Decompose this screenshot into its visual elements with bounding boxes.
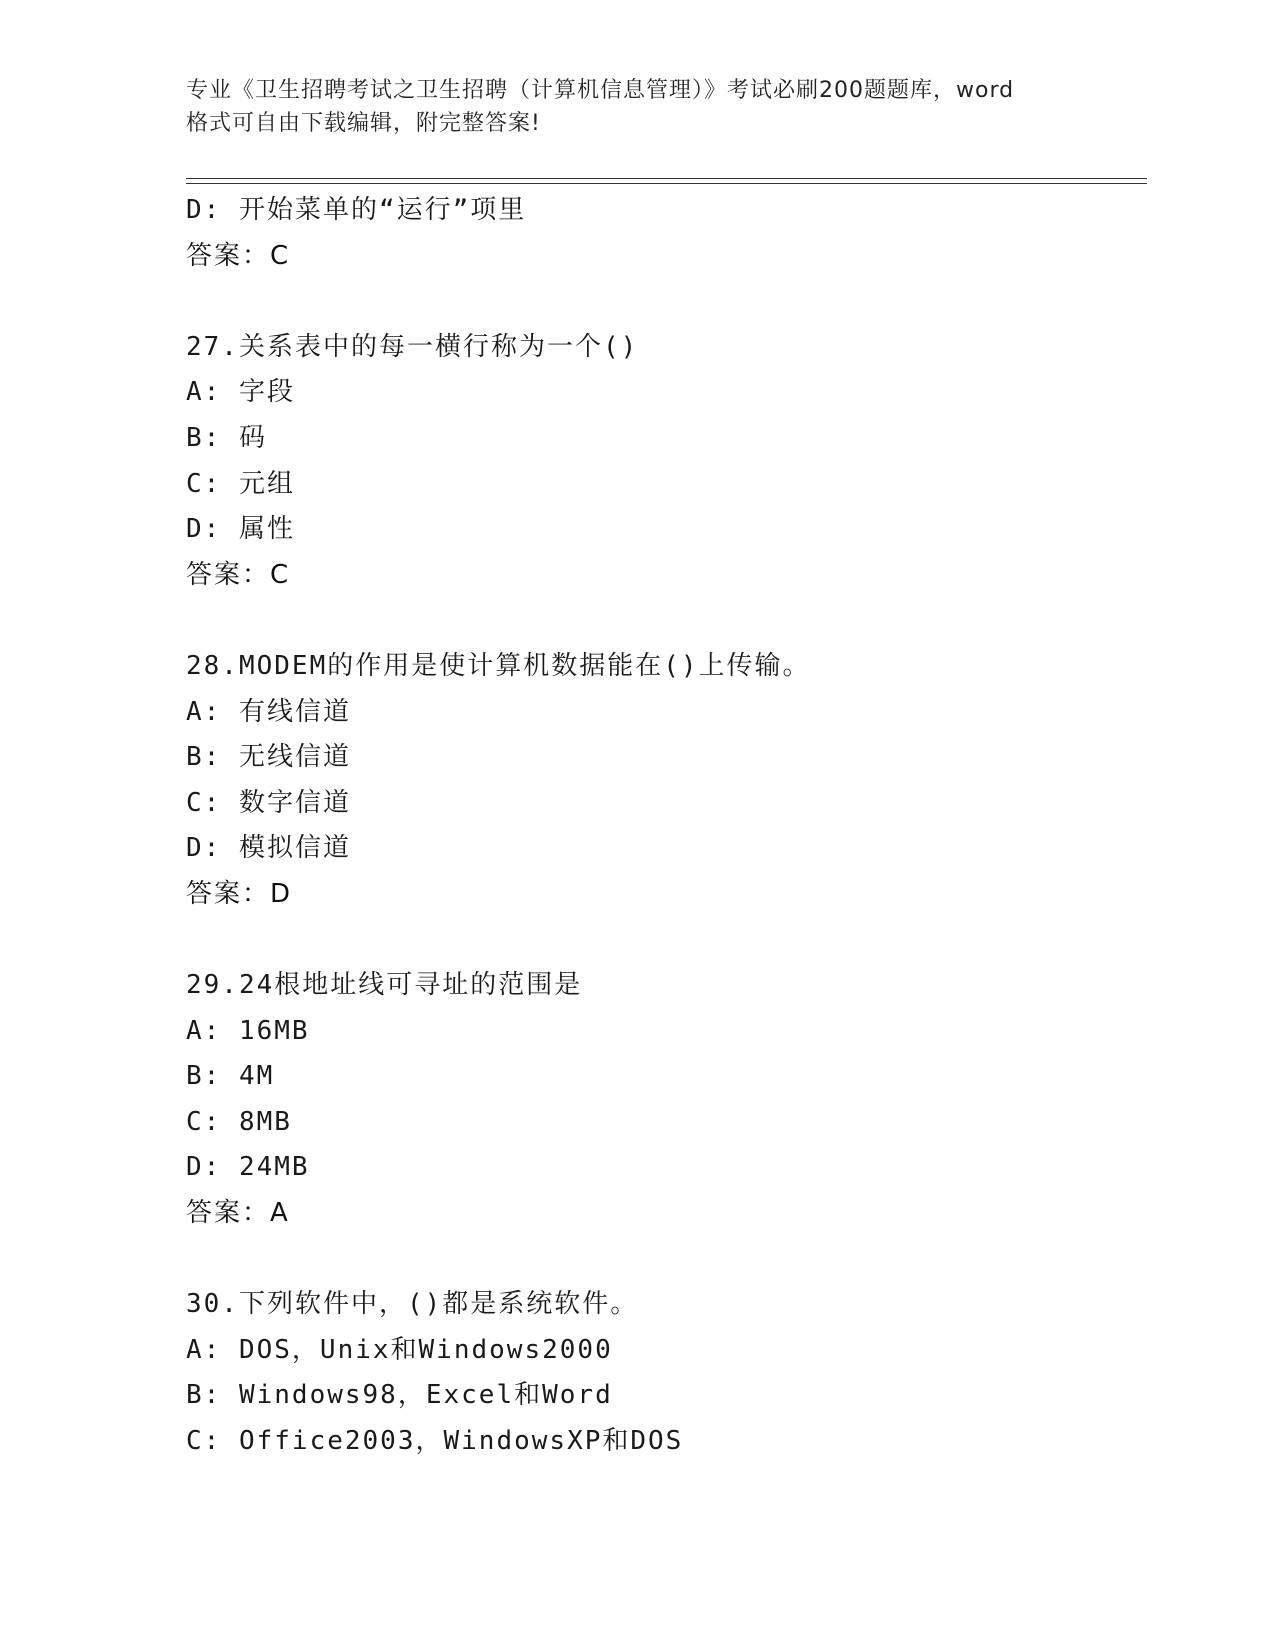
header-line-2: 格式可自由下载编辑，附完整答案! xyxy=(186,111,541,136)
option-b: B: Windows98，Excel和Word xyxy=(186,1380,613,1411)
document-header xyxy=(186,74,1086,140)
header-rule-top xyxy=(186,178,1147,179)
question-list xyxy=(186,188,1146,1465)
question-stem: 30.下列软件中，()都是系统软件。 xyxy=(186,1289,639,1320)
option-c: C: 元组 xyxy=(186,468,295,499)
question-27 xyxy=(186,325,1146,599)
option-a: A: 16MB xyxy=(186,1015,310,1046)
option-c: C: 8MB xyxy=(186,1106,292,1137)
spacer xyxy=(186,918,1146,964)
carryover-option-d: D: 开始菜单的“运行”项里 xyxy=(186,195,527,225)
spacer xyxy=(186,279,1146,325)
header-line-1: 专业《卫生招聘考试之卫生招聘（计算机信息管理）》考试必刷200题题库，word xyxy=(186,78,1015,103)
question-30 xyxy=(186,1282,1146,1464)
carryover-answer: 答案：C xyxy=(186,240,291,271)
option-a: A: 有线信道 xyxy=(186,696,351,727)
option-b: B: 4M xyxy=(186,1061,275,1092)
header-rule-bottom xyxy=(186,183,1147,184)
option-a: A: DOS，Unix和Windows2000 xyxy=(186,1334,613,1365)
option-d: D: 24MB xyxy=(186,1152,310,1183)
question-stem: 28.MODEM的作用是使计算机数据能在()上传输。 xyxy=(186,650,811,681)
option-a: A: 字段 xyxy=(186,377,295,408)
option-d: D: 模拟信道 xyxy=(186,833,351,864)
option-b: B: 码 xyxy=(186,422,267,453)
question-28 xyxy=(186,644,1146,918)
answer: 答案：A xyxy=(186,1198,290,1229)
question-29 xyxy=(186,963,1146,1237)
question-stem: 29.24根地址线可寻址的范围是 xyxy=(186,970,583,1001)
option-d: D: 属性 xyxy=(186,514,295,545)
option-c: C: Office2003，WindowsXP和DOS xyxy=(186,1426,684,1457)
question-stem: 27.关系表中的每一横行称为一个() xyxy=(186,331,639,362)
spacer xyxy=(186,598,1146,644)
option-c: C: 数字信道 xyxy=(186,787,351,818)
spacer xyxy=(186,1237,1146,1283)
option-b: B: 无线信道 xyxy=(186,742,351,773)
answer: 答案：C xyxy=(186,559,291,590)
answer: 答案：D xyxy=(186,878,293,909)
